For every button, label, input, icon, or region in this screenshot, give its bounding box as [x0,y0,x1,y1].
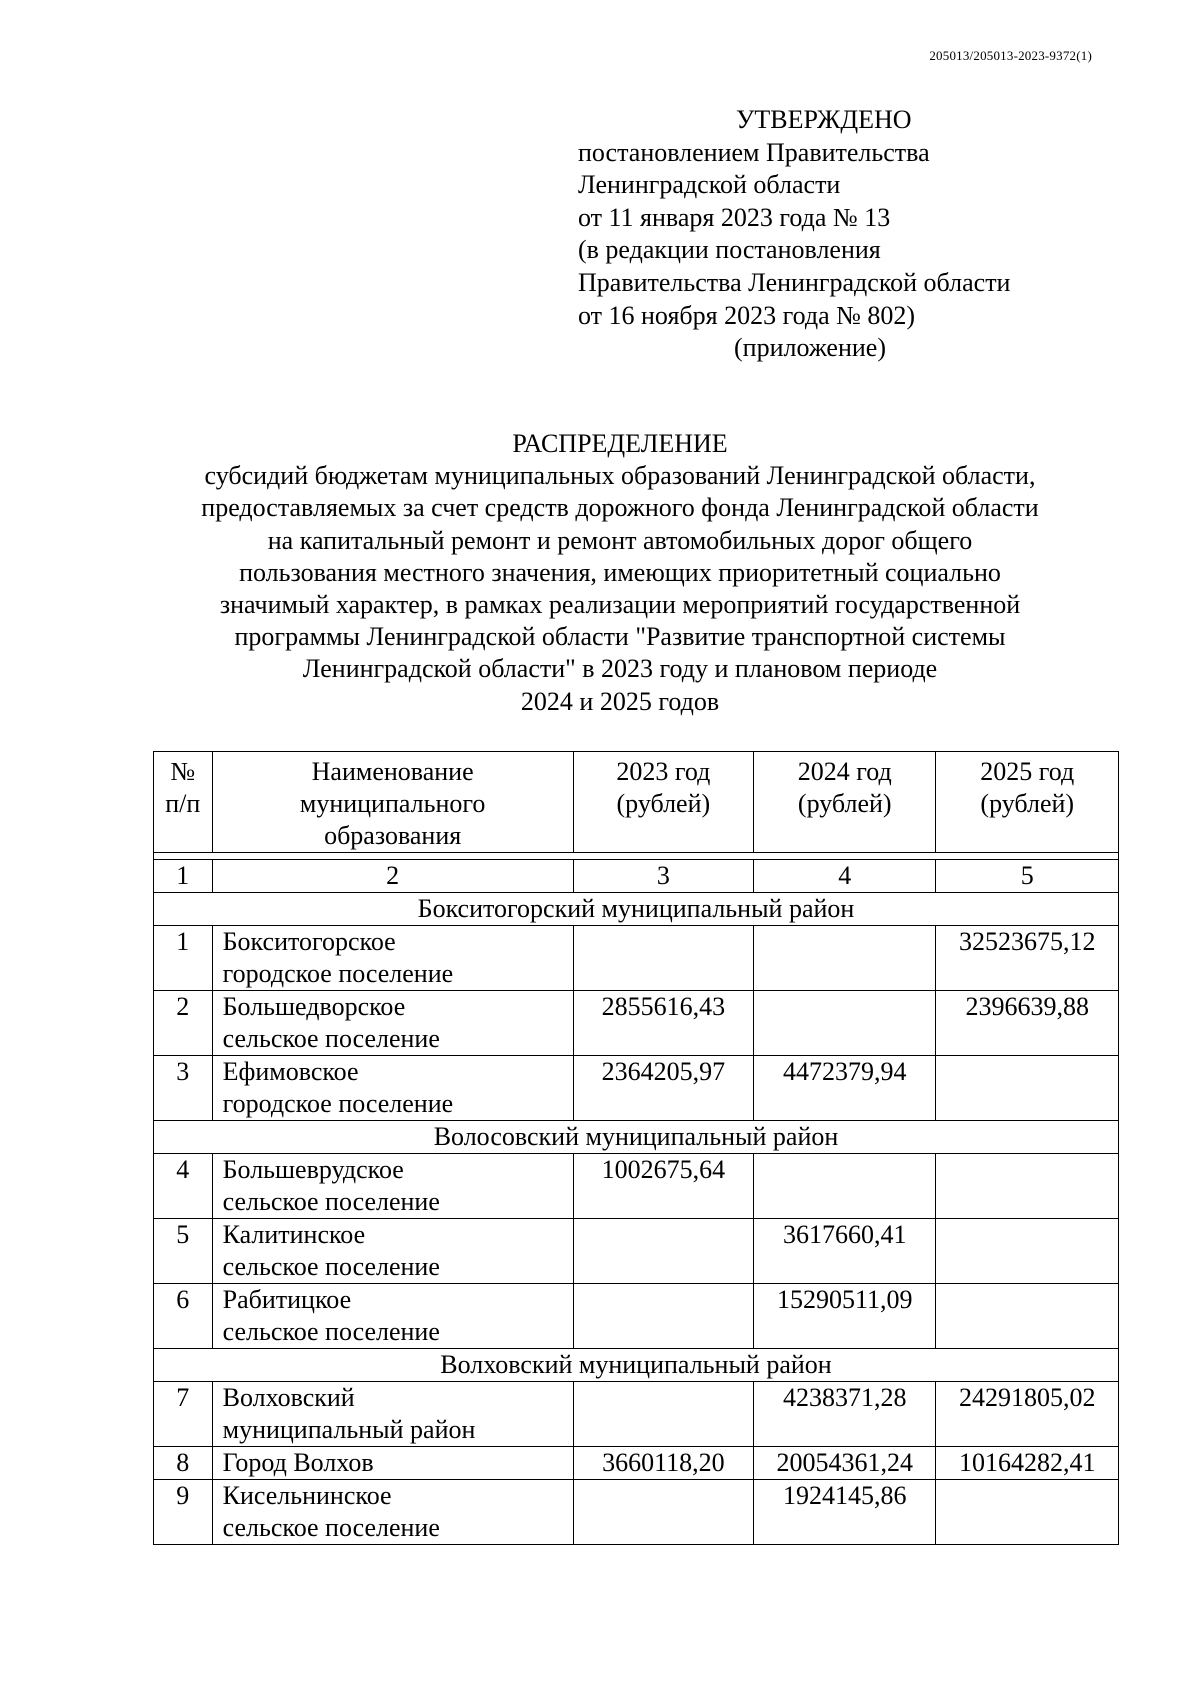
region-name: Бокситогорский муниципальный район [154,893,1119,926]
table-row [154,1056,1119,1121]
amount-2024: 4472379,94 [754,1056,936,1121]
approval-line: от 16 ноября 2023 года № 802) [578,300,916,330]
municipality-name-line: сельское поселение [222,1513,440,1542]
municipality-name-line: Рабитицкое [222,1285,352,1314]
column-number: 5 [936,860,1119,893]
column-number: 4 [754,860,936,893]
distribution-table [153,751,1119,1545]
table-header-row [154,752,1119,853]
approval-line: Ленинградской области [578,170,841,200]
municipality-name [212,1219,573,1284]
row-number: 1 [154,926,213,991]
amount-2025: 32523675,12 [936,926,1119,991]
header-2025: 2025 год (рублей) [936,752,1119,853]
table-row [154,1382,1119,1447]
amount-2025 [936,1056,1119,1121]
row-number: 3 [154,1056,213,1121]
title-line: на капитальный ремонт и ремонт автомобильных дорог общего [267,525,973,555]
title-line: Ленинградской области" в 2023 году и плановом периоде [302,654,938,684]
region-row [154,1121,1119,1154]
municipality-name [212,926,573,991]
municipality-name-line: сельское поселение [222,1024,440,1053]
municipality-name-line: Большеврудское [222,1155,404,1184]
municipality-name [212,1447,573,1480]
municipality-name [212,1382,573,1447]
title-line: значимый характер, в рамках реализации мероприятий государственной [219,590,1021,620]
header-2024: 2024 год (рублей) [754,752,936,853]
amount-2025: 2396639,88 [936,991,1119,1056]
table-row [154,991,1119,1056]
title-line: субсидий бюджетам муниципальных образований Ленинградской области, [204,461,1036,491]
amount-2023: 3660118,20 [573,1447,753,1480]
municipality-name-line: муниципальный район [222,1415,476,1444]
column-number: 3 [573,860,753,893]
row-number: 7 [154,1382,213,1447]
column-number: 1 [154,860,213,893]
amount-2023 [573,1219,753,1284]
row-number: 2 [154,991,213,1056]
title-line: пользования местного значения, имеющих приоритетный социально [239,557,1001,587]
amount-2025 [936,1480,1119,1545]
amount-2025 [936,1284,1119,1349]
approval-tail: (приложение) [734,333,887,363]
title-line: предоставляемых за счет средств дорожного фонда Ленинградской области [201,493,1039,523]
amount-2025: 10164282,41 [936,1447,1119,1480]
table-row [154,1480,1119,1545]
table-row [154,1284,1119,1349]
municipality-name [212,1056,573,1121]
row-number: 6 [154,1284,213,1349]
approval-line: (в редакции постановления [578,235,881,265]
approval-line: Правительства Ленинградской области [578,267,1011,297]
amount-2023: 2364205,97 [573,1056,753,1121]
region-row [154,1349,1119,1382]
amount-2023: 1002675,64 [573,1154,753,1219]
amount-2024: 15290511,09 [754,1284,936,1349]
amount-2024: 20054361,24 [754,1447,936,1480]
approval-line: от 11 января 2023 года № 13 [578,202,891,232]
municipality-name [212,1480,573,1545]
header-no: № п/п [154,752,213,853]
municipality-name-line: сельское поселение [222,1252,440,1281]
municipality-name-line: сельское поселение [222,1317,440,1346]
municipality-name [212,1154,573,1219]
municipality-name-line: сельское поселение [222,1187,440,1216]
amount-2025 [936,1154,1119,1219]
municipality-name-line: городское поселение [222,1089,454,1118]
region-row [154,893,1119,926]
amount-2025 [936,1219,1119,1284]
header-name: Наименование муниципального образования [212,752,573,853]
header-2023: 2023 год (рублей) [573,752,753,853]
municipality-name-line: Кисельнинское [222,1481,392,1510]
amount-2024 [754,926,936,991]
municipality-name-line: Волховский [222,1383,355,1412]
municipality-name-line: Бокситогорское [222,927,396,956]
municipality-name-line: Ефимовское [222,1057,359,1086]
municipality-name [212,991,573,1056]
municipality-name-line: Калитинское [222,1220,366,1249]
amount-2023 [573,1480,753,1545]
region-name: Волховский муниципальный район [154,1349,1119,1382]
row-number: 9 [154,1480,213,1545]
amount-2023: 2855616,43 [573,991,753,1056]
municipality-name [212,1284,573,1349]
title-line: программы Ленинградской области "Развитие транспортной системы [234,622,1006,652]
row-number: 4 [154,1154,213,1219]
approval-heading: УТВЕРЖДЕНО [736,105,912,134]
approval-line: постановлением Правительства [578,137,930,167]
municipality-name-line: Большедворское [222,992,406,1021]
table-row [154,926,1119,991]
amount-2023 [573,1382,753,1447]
municipality-name-line: городское поселение [222,959,454,988]
title-line: 2024 и 2025 годов [520,686,720,716]
region-name: Волосовский муниципальный район [154,1121,1119,1154]
amount-2025: 24291805,02 [936,1382,1119,1447]
table-row [154,1154,1119,1219]
amount-2023 [573,1284,753,1349]
row-number: 5 [154,1219,213,1284]
approval-stamp [578,104,1010,365]
header-spacer [154,853,1119,860]
amount-2024: 1924145,86 [754,1480,936,1545]
municipality-name-line: Город Волхов [222,1448,374,1477]
table-row [154,1447,1119,1480]
column-number: 2 [212,860,573,893]
amount-2024: 4238371,28 [754,1382,936,1447]
amount-2023 [573,926,753,991]
row-number: 8 [154,1447,213,1480]
amount-2024: 3617660,41 [754,1219,936,1284]
document-number: 205013/205013-2023-9372(1) [929,48,1092,63]
table-row [154,1219,1119,1284]
column-numbers-row [154,860,1119,893]
title-heading: РАСПРЕДЕЛЕНИЕ [512,429,728,458]
amount-2024 [754,991,936,1056]
amount-2024 [754,1154,936,1219]
document-title [150,428,1090,718]
